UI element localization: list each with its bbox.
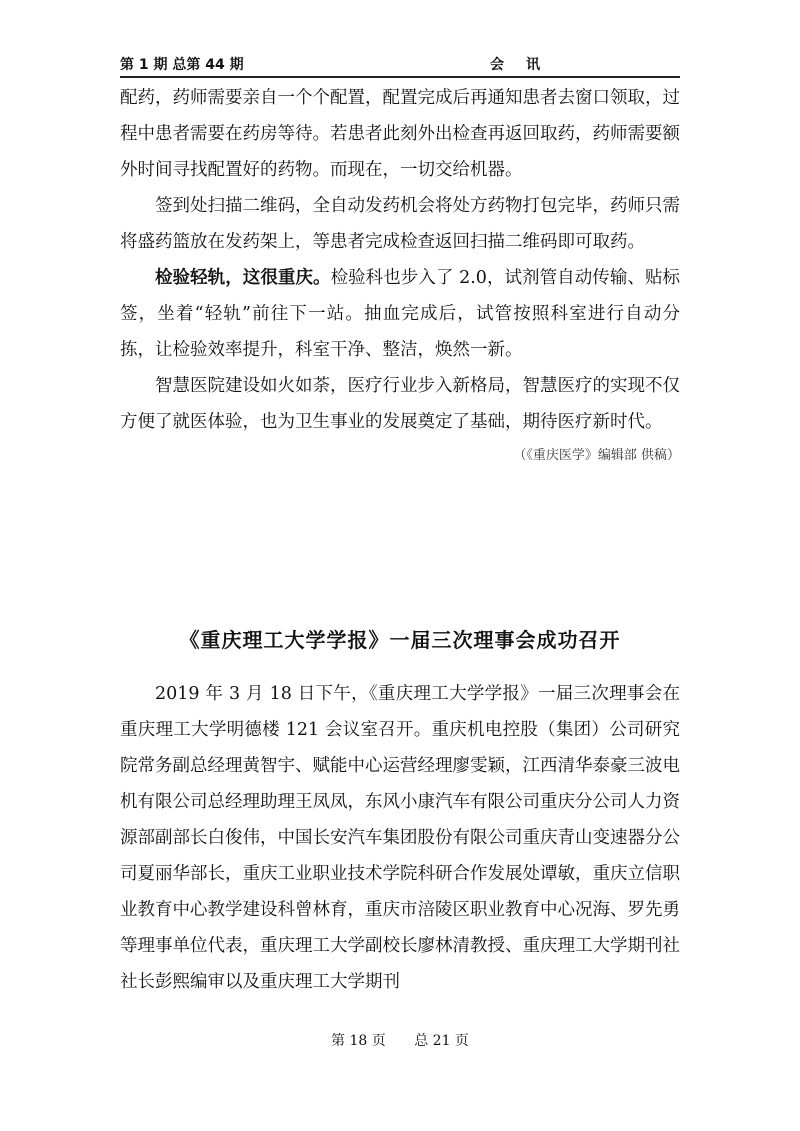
article-body: [120, 676, 680, 1000]
article-paragraph: 2019 年 3 月 18 日下午，《重庆理工大学学报》一届三次理事会在重庆理工大学明德楼 121 会议室召开。重庆机电控股（集团）公司研究院常务副总经理黄智宇、赋能中心运营经理廖雯颖，江西清华泰豪三波电机有限公司总经理助理王凤凤，东风小康汽车有限公司重庆分公司人力资源部副部长白俊伟，中国长安汽车集团股份有限公司重庆青山变速器分公司夏丽华部长，重庆工业职业技术学院科研合作发展处谭敏，重庆立信职业教育中心教学建设科曾林育，重庆市涪陵区职业教育中心况海、罗先勇等理事单位代表，重庆理工大学副校长廖林清教授、重庆理工大学期刊社社长彭熙编审以及重庆理工大学期刊: [120, 684, 680, 992]
publication-name: 会讯: [490, 57, 562, 73]
paragraph-smart-hospital: 智慧医院建设如火如荼，医疗行业步入新格局，智慧医疗的实现不仅方便了就医体验，也为卫生事业的发展奠定了基础，期待医疗新时代。: [120, 376, 680, 432]
page-number: 第 18 页: [331, 1033, 386, 1049]
paragraph-qr-code: 签到处扫描二维码，全自动发药机会将处方药物打包完毕，药师只需将盛药篮放在发药架上，等患者完成检查返回扫描二维码即可取药。: [120, 196, 680, 252]
page-footer: [120, 1030, 680, 1050]
article-title: 《重庆理工大学学报》一届三次理事会成功召开: [179, 628, 621, 652]
paragraph-lab-rail: [120, 260, 680, 368]
total-pages: 总 21 页: [414, 1033, 469, 1049]
lab-rail-text: 检验科也步入了 2.0，试剂管自动传输、贴标签，坐着“轻轨”前往下一站。抽血完成后，试管按照科室进行自动分拣，让检验效率提升，科室干净、整洁，焕然一新。: [120, 268, 680, 360]
issue-number: 第 1 期 总第 44 期: [120, 57, 244, 73]
article-source: （《重庆医学》编辑部 供稿）: [513, 448, 680, 463]
paragraph-dispensing: 配药，药师需要亲自一个个配置，配置完成后再通知患者去窗口领取，过程中患者需要在药房等待。若患者此刻外出检查再返回取药，药师需要额外时间寻找配置好的药物。而现在，一切交给机器。: [120, 88, 680, 180]
page-header: [120, 52, 680, 78]
lab-rail-heading: 检验轻轨，这很重庆。: [155, 268, 331, 288]
previous-article-continuation: [120, 80, 680, 466]
